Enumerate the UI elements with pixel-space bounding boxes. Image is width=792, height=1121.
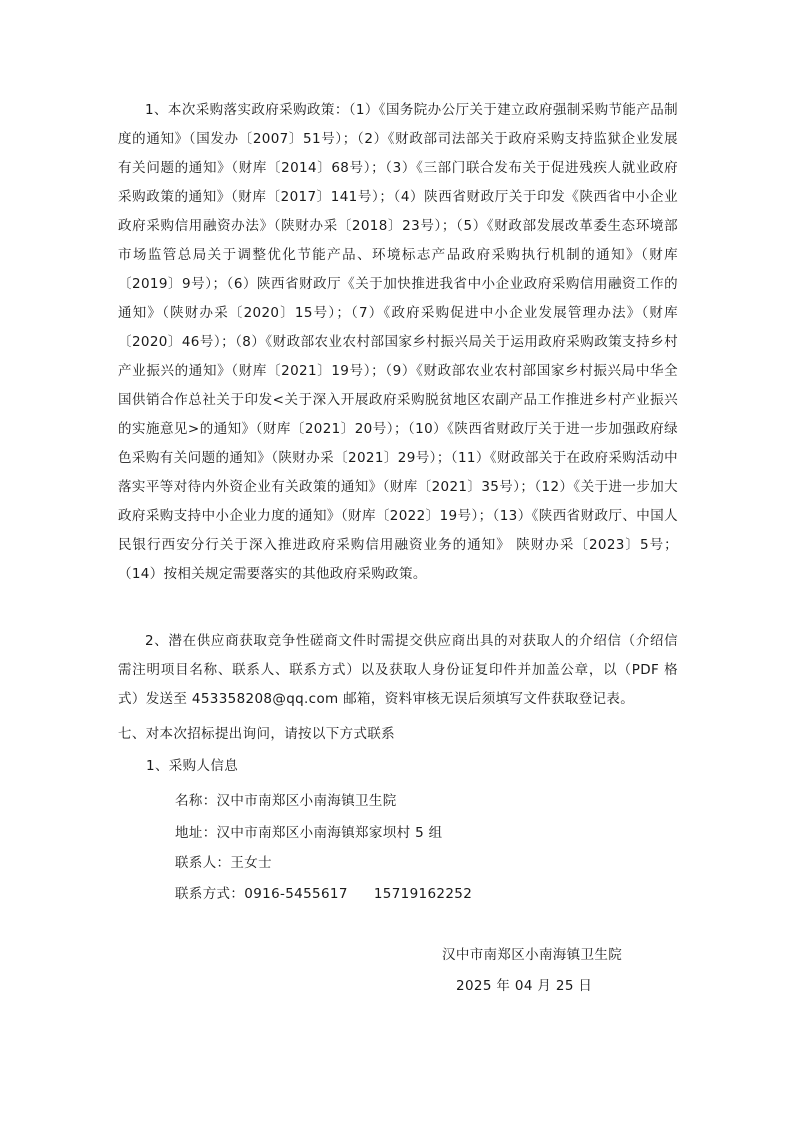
purchaser-phone: 联系方式：0916-5455617 <box>175 886 348 902</box>
supplier-requirements-paragraph: 2、潜在供应商获取竞争性磋商文件时需提交供应商出具的对获取人的介绍信（介绍信需注明项目名称、联系人、联系方式）以及获取人身份证复印件并加盖公章，以（PDF 格式）发送至 453358208@qq.com 邮箱，资料审核无误后须填写文件获取登记表。 <box>118 633 678 707</box>
purchaser-info-heading: 1、采购人信息 <box>146 758 239 774</box>
signature-organization: 汉中市南郑区小南海镇卫生院 <box>442 947 623 963</box>
purchaser-phone-line <box>175 880 472 909</box>
procurement-policy-paragraph: 1、本次采购落实政府采购政策：（1）《国务院办公厅关于建立政府强制采购节能产品制度的通知》（国发办〔2007〕51号）；（2）《财政部司法部关于政府采购支持监狱企业发展有关问题的通知》（财库〔2014〕68号）；（3）《三部门联合发布关于促进残疾人就业政府采购政策的通知》（财库〔2017〕141号）；（4）陕西省财政厅关于印发《陕西省中小企业政府采购信用融资办法》（陕财办采〔2018〕23号）；（5）《财政部发展改革委生态环境部市场监管总局关于调整优化节能产品、环境标志产品政府采购执行机制的通知》（财库〔2019〕9号）；（6）陕西省财政厅《关于加快推进我省中小企业政府采购信用融资工作的通知》（陕财办采〔2020〕15号）；（7）《政府采购促进中小企业发展管理办法》（财库〔2020〕46号）；（8）《财政部农业农村部国家乡村振兴局关于运用政府采购政策支持乡村产业振兴的通知》（财库〔2021〕19号）；（9）《财政部农业农村部国家乡村振兴局中华全国供销合作总社关于印发<关于深入开展政府采购脱贫地区农副产品工作推进乡村产业振兴的实施意见>的通知》（财库〔2021〕20号）；（10）《陕西省财政厅关于进一步加强政府绿色采购有关问题的通知》（陕财办采〔2021〕29号）；（11）《财政部关于在政府采购活动中落实平等对待内外资企业有关政策的通知》（财库〔2021〕35号）；（12）《关于进一步加大政府采购支持中小企业力度的通知》（财库〔2022〕19号）；（13）《陕西省财政厅、中国人民银行西安分行关于深入推进政府采购信用融资业务的通知》 陕财办采〔2023〕5号；（14）按相关规定需要落实的其他政府采购政策。 <box>118 102 678 582</box>
section-seven-heading: 七、对本次招标提出询问，请按以下方式联系 <box>118 726 395 742</box>
purchaser-contact-person: 联系人：王女士 <box>175 855 272 871</box>
purchaser-mobile: 15719162252 <box>373 886 473 902</box>
signature-date: 2025 年 04 月 25 日 <box>456 978 593 994</box>
purchaser-address: 地址：汉中市南郑区小南海镇郑家坝村 5 组 <box>175 825 443 841</box>
purchaser-name: 名称：汉中市南郑区小南海镇卫生院 <box>175 793 397 809</box>
